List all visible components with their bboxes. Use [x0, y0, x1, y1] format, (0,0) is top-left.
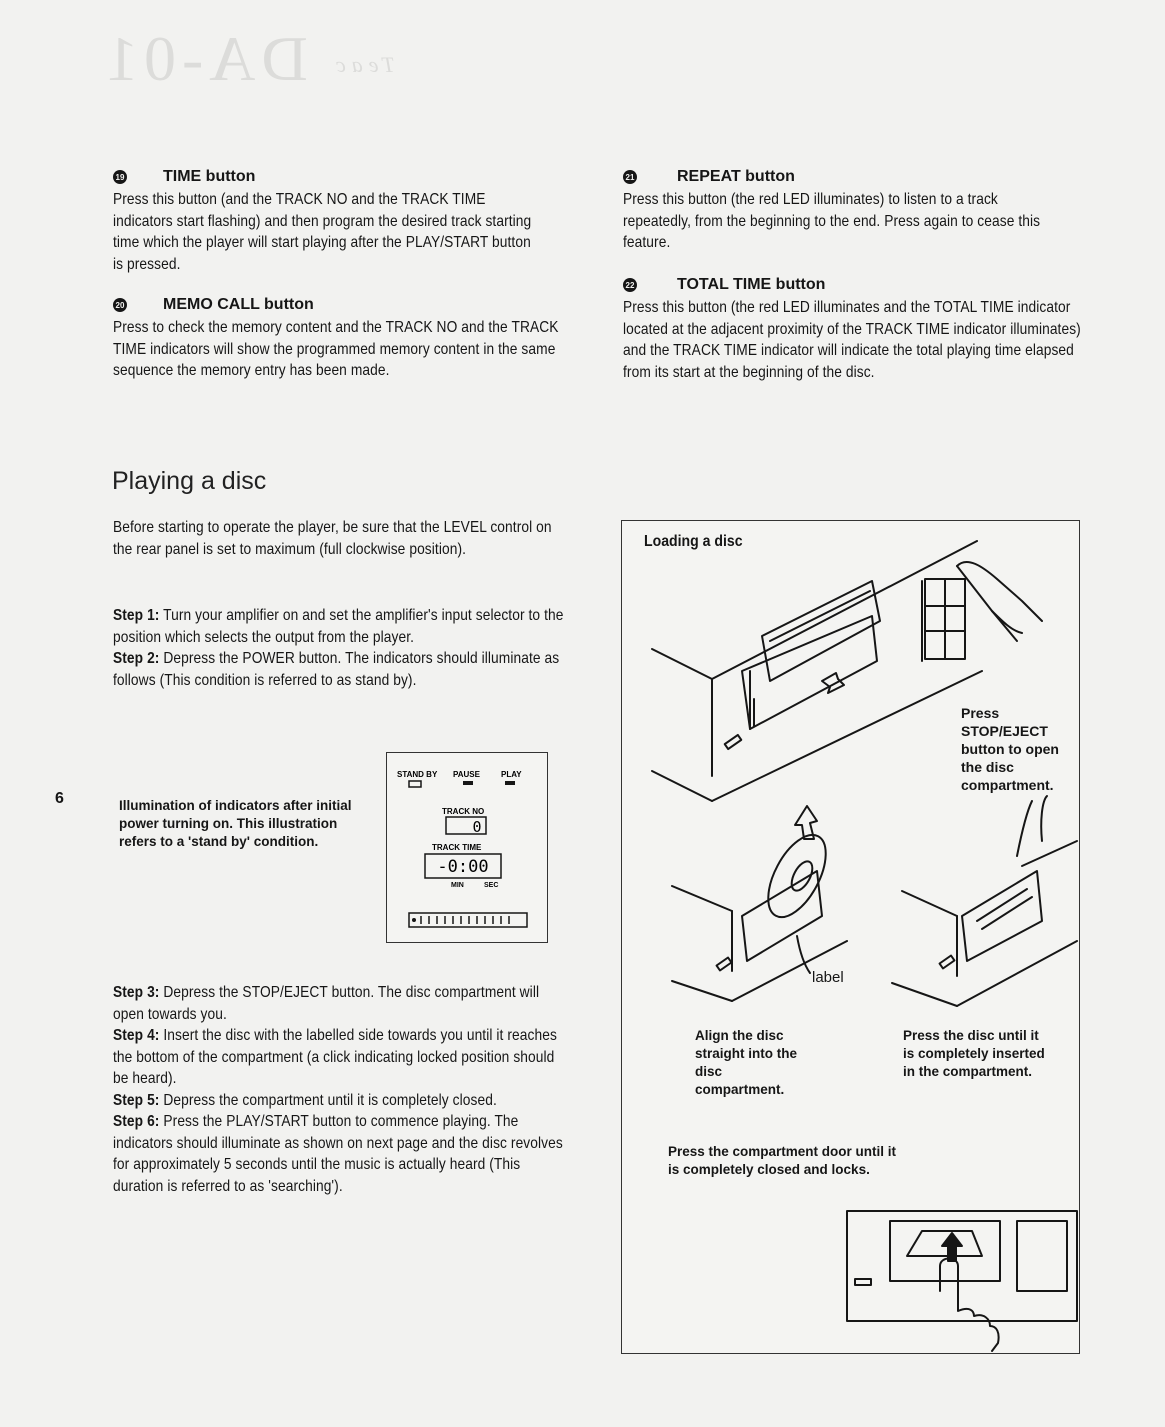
- section-time-button: [113, 168, 633, 275]
- section-title: [623, 168, 1143, 186]
- standby-led-icon: [409, 781, 421, 787]
- play-led-icon: [505, 781, 515, 785]
- track-time-value: -0:00: [437, 857, 489, 877]
- indicator-display-figure: [386, 752, 548, 943]
- step-text: Depress the POWER button. The indicators should illuminate as follows (This condition is referred to as stand by).: [113, 650, 560, 689]
- step-text: Insert the disc with the labelled side towards you until it reaches the bottom of the compartment (a click indicating locked position should be heard).: [113, 1027, 557, 1087]
- loading-disc-figure: [621, 520, 1080, 1354]
- step-5: [113, 1090, 567, 1112]
- align-disc-caption: Align the disc straight into the disc compartment.: [695, 1028, 797, 1097]
- section-title: [623, 276, 1163, 294]
- step-label: Step 4:: [113, 1027, 160, 1044]
- section-title: [113, 296, 653, 314]
- step-text: Press the PLAY/START button to commence playing. The indicators should illuminate as shown on next page and the disc revolves for approximately 5 seconds until the music is actually heard (This duration is referred to as 'searching').: [113, 1113, 563, 1195]
- close-door-icon: [847, 1211, 1077, 1351]
- indicator-caption: Illumination of indicators after initial power turning on. This illustration refers to a 'stand by' condition.: [119, 798, 352, 849]
- step-6: [113, 1111, 567, 1197]
- step-4: [113, 1025, 567, 1090]
- track-no-value: 0: [472, 818, 482, 836]
- number-badge: 22: [623, 278, 637, 292]
- step-text: Depress the compartment until it is completely closed.: [163, 1091, 497, 1109]
- step-2: [113, 648, 569, 691]
- intro-paragraph: Before starting to operate the player, be sure that the LEVEL control on the rear panel is set to maximum (full clockwise position).: [113, 519, 552, 558]
- pause-label: PAUSE: [453, 770, 480, 779]
- step-1: [113, 605, 569, 648]
- play-label: PLAY: [501, 770, 522, 779]
- step-3: [113, 982, 567, 1025]
- track-time-label: TRACK TIME: [432, 843, 482, 852]
- disc-label-text: label: [812, 969, 844, 986]
- section-total-time-button: [623, 276, 1163, 383]
- section-body: Press this button (and the TRACK NO and the TRACK TIME indicators start flashing) and then program the desired track starting time which the player will start playing after the PLAY/START button is pressed.: [113, 191, 532, 273]
- steps-3-6: [113, 982, 567, 1197]
- section-memo-call-button: [113, 296, 653, 382]
- level-bar-icon: [409, 913, 527, 927]
- section-heading: TOTAL TIME button: [677, 276, 826, 293]
- standby-label: STAND BY: [397, 770, 438, 779]
- min-label: MIN: [451, 882, 464, 889]
- sec-label: SEC: [484, 882, 499, 889]
- section-heading: REPEAT button: [677, 168, 795, 185]
- section-heading: TIME button: [163, 168, 256, 185]
- step-label: Step 1:: [113, 607, 160, 624]
- section-repeat-button: [623, 168, 1143, 254]
- track-no-label: TRACK NO: [442, 807, 485, 816]
- step-text: Turn your amplifier on and set the amplifier's input selector to the position which selects the output from the player.: [113, 607, 564, 646]
- indicator-display-svg: [387, 753, 547, 942]
- section-body: Press this button (the red LED illuminates) to listen to a track repeatedly, from the beginning to the end. Press again to cease this feature.: [623, 191, 1041, 251]
- step-label: Step 6:: [113, 1113, 160, 1130]
- step-label: Step 2:: [113, 650, 160, 667]
- loading-disc-illustration: [622, 521, 1079, 1353]
- pause-led-icon: [463, 781, 473, 785]
- watermark-brand: Teac: [329, 52, 395, 78]
- press-disc-caption: Press the disc until it is completely inserted in the compartment.: [903, 1028, 1045, 1079]
- press-disc-icon: [892, 796, 1077, 1006]
- number-badge: 21: [623, 170, 637, 184]
- steps-1-2: [113, 605, 569, 691]
- number-badge: 20: [113, 298, 127, 312]
- watermark: [100, 22, 395, 96]
- section-body: Press to check the memory content and the TRACK NO and the TRACK TIME indicators will show the programmed memory content in the same sequence the memory entry has been made.: [113, 319, 559, 379]
- step-text: Depress the STOP/EJECT button. The disc compartment will open towards you.: [113, 984, 540, 1023]
- section-title: [113, 168, 633, 186]
- step-label: Step 3:: [113, 984, 160, 1001]
- page-heading: Playing a disc: [112, 467, 267, 495]
- page-number: 6: [55, 790, 64, 807]
- step-label: Step 5:: [113, 1091, 160, 1109]
- section-heading: MEMO CALL button: [163, 296, 314, 313]
- number-badge: 19: [113, 170, 127, 184]
- figure-title: Loading a disc: [644, 533, 743, 550]
- press-door-caption: Press the compartment door until it is completely closed and locks.: [668, 1144, 897, 1177]
- watermark-model: DA-01: [100, 23, 308, 94]
- section-body: Press this button (the red LED illuminates and the TOTAL TIME indicator located at the adjacent proximity of the TRACK TIME indicator illuminates) and the TRACK TIME indicator will indicate the total playing time elapsed from its start at the beginning of the disc.: [623, 299, 1081, 381]
- press-eject-caption: Press STOP/EJECT button to open the disc compartment.: [961, 705, 1059, 793]
